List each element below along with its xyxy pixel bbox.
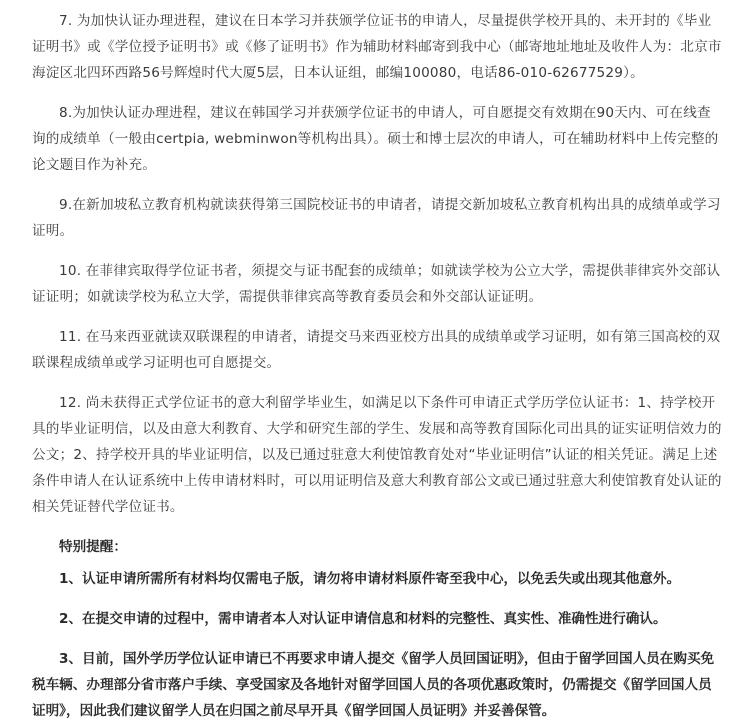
reminder-item-3: 3、目前，国外学历学位认证申请已不再要求申请人提交《留学人员回国证明》，但由于留学回国人员在购买免税车辆、办理部分省市落户手续、享受国家及各地针对留学回国人员的各项优惠政策时，仍需提交《留学回国人员证明》，因此我们建议留学人员在归国之前尽早开具《留学回国人员证明》并妥善保管。 [32,651,715,719]
reminder-item-1: 1、认证申请所需所有材料均仅需电子版，请勿将申请材料原件寄至我中心，以免丢失或出现其他意外。 [59,571,681,587]
paragraph-item-9: 9.在新加坡私立教育机构就读获得第三国院校证书的申请者，请提交新加坡私立教育机构出具的成绩单或学习证明。 [32,197,721,239]
reminder-heading: 特别提醒： [59,539,127,555]
paragraph-item-10: 10. 在菲律宾取得学位证书者，须提交与证书配套的成绩单；如就读学校为公立大学，需提供菲律宾外交部认证证明；如就读学校为私立大学，需提供菲律宾高等教育委员会和外交部认证证明。 [32,263,721,305]
paragraph-item-11: 11. 在马来西亚就读双联课程的申请者，请提交马来西亚校方出具的成绩单或学习证明，如有第三国高校的双联课程成绩单或学习证明也可自愿提交。 [32,329,721,371]
reminder-item-2: 2、在提交申请的过程中，需申请者本人对认证申请信息和材料的完整性、真实性、准确性进行确认。 [59,611,667,627]
paragraph-item-12: 12. 尚未获得正式学位证书的意大利留学毕业生，如满足以下条件可申请正式学历学位认证书：1、持学校开具的毕业证明信，以及由意大利教育、大学和研究生部的学生、发展和高等教育国际化司出具的证实证明信效力的公文；2、持学校开具的毕业证明信，以及已通过驻意大利使馆教育处对“毕业证明信”认证的相关凭证。满足上述条件申请人在认证系统中上传申请材料时，可以用证明信及意大利教育部公文或已通过驻意大利使馆教育处认证的相关凭证替代学位证书。 [32,395,722,515]
paragraph-item-8: 8.为加快认证办理进程，建议在韩国学习并获颁学位证书的申请人，可自愿提交有效期在90天内、可在线查询的成绩单（一般由certpia, webminwon等机构出具）。硕士和博士层次的申请人，可在辅助材料中上传完整的论文题目作为补充。 [32,105,719,173]
paragraph-item-7: 7. 为加快认证办理进程，建议在日本学习并获颁学位证书的申请人，尽量提供学校开具的、未开封的《毕业证明书》或《学位授予证明书》或《修了证明书》作为辅助材料邮寄到我中心（邮寄地址地址及收件人为：北京市海淀区北四环西路56号辉煌时代大厦5层，日本认证组，邮编100080，电话86-010-62677529）。 [32,13,722,81]
